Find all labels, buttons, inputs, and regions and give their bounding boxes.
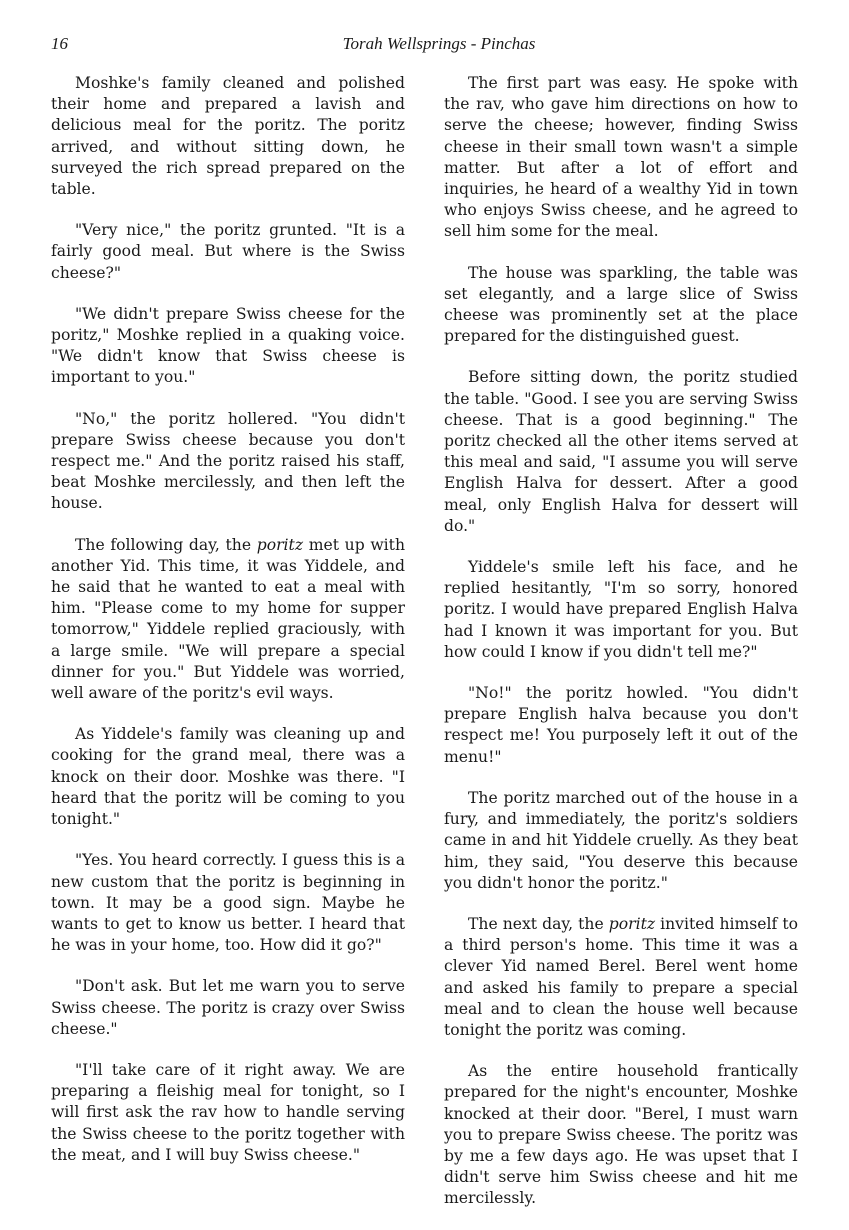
running-title: Torah Wellsprings - Pinchas: [342, 34, 536, 53]
page-number: 16: [51, 34, 68, 53]
paragraph: Before sitting down, the poritz studied the table. "Good. I see you are serving Swiss cheese. That is a good beginning." The poritz checked all the other items served at this meal and said, "I assume you will serve English Halva for dessert. After a good meal, only English Halva for dessert will do.": [444, 368, 798, 535]
paragraph: As the entire household frantically prepared for the night's encounter, Moshke knocked at their door. "Berel, I must warn you to prepare Swiss cheese. The poritz was by me a few days ago. He was upset that I didn't serve him Swiss cheese and hit me mercilessly.: [444, 1062, 798, 1208]
emphasis: poritz: [608, 914, 656, 933]
paragraph: "No!" the poritz howled. "You didn't prepare English halva because you don't respect me! You purposely left it out of the menu!": [444, 684, 798, 766]
paragraph: Yiddele's smile left his face, and he replied hesitantly, "I'm so sorry, honored poritz. I would have prepared English Halva had I known it was important for you. But how could I know if you didn't tell me?": [444, 558, 798, 661]
paragraph-text: The next day, the: [468, 914, 609, 933]
paragraph: "Yes. You heard correctly. I guess this is a new custom that the poritz is beginning in town. It may be a good sign. Maybe he wants to get to know us better. I heard that he was in your home, too. How did it go?": [51, 851, 405, 955]
paragraph: "Don't ask. But let me warn you to serve Swiss cheese. The poritz is crazy over Swiss cheese.": [51, 977, 405, 1038]
paragraph: [51, 535, 405, 705]
paragraph-text: The following day, the: [75, 535, 257, 554]
paragraph: "We didn't prepare Swiss cheese for the poritz," Moshke replied in a quaking voice. "We didn't know that Swiss cheese is important to you.": [51, 304, 405, 387]
left-column: [51, 73, 405, 1186]
paragraph: "Very nice," the poritz grunted. "It is a fairly good meal. But where is the Swiss cheese?": [51, 221, 405, 282]
paragraph: "No," the poritz hollered. "You didn't prepare Swiss cheese because you don't respect me." And the poritz raised his staff, beat Moshke mercilessly, and then left the house.: [51, 409, 405, 513]
paragraph-text: met up with another Yid. This time, it was Yiddele, and he said that he wanted to eat a meal with him. "Please come to my home for supper tomorrow," Yiddele replied graciously, with a large smile. "We will prepare a special dinner for you." But Yiddele was worried, well aware of the poritz's evil ways.: [51, 535, 405, 703]
paragraph: [444, 914, 798, 1041]
right-column: [444, 73, 798, 1230]
page-header: [51, 34, 797, 56]
paragraph: The poritz marched out of the house in a fury, and immediately, the poritz's soldiers came in and hit Yiddele cruelly. As they beat him, they said, "You deserve this because you didn't honor the poritz.": [444, 788, 798, 892]
paragraph-text: invited himself to a third person's home. This time it was a clever Yid named Berel. Berel went home and asked his family to prepare a special meal and to clean the house well because tonight the poritz was coming.: [444, 914, 799, 1039]
paragraph: "I'll take care of it right away. We are preparing a fleishig meal for tonight, so I will first ask the rav how to handle serving the Swiss cheese to the poritz together with the meat, and I will buy Swiss cheese.": [51, 1060, 405, 1164]
paragraph: The first part was easy. He spoke with the rav, who gave him directions on how to serve the cheese; however, finding Swiss cheese in their small town wasn't a simple matter. But after a lot of effort and inquiries, he heard of a wealthy Yid in town who enjoys Swiss cheese, and he agreed to sell him some for the meal.: [444, 74, 798, 241]
emphasis: poritz: [256, 535, 304, 554]
paragraph: Moshke's family cleaned and polished their home and prepared a lavish and delicious meal for the poritz. The poritz arrived, and without sitting down, he surveyed the rich spread prepared on the table.: [51, 74, 405, 199]
paragraph: The house was sparkling, the table was set elegantly, and a large slice of Swiss cheese was prominently set at the place prepared for the distinguished guest.: [444, 263, 798, 346]
paragraph: As Yiddele's family was cleaning up and cooking for the grand meal, there was a knock on their door. Moshke was there. "I heard that the poritz will be coming to you tonight.": [51, 725, 405, 829]
